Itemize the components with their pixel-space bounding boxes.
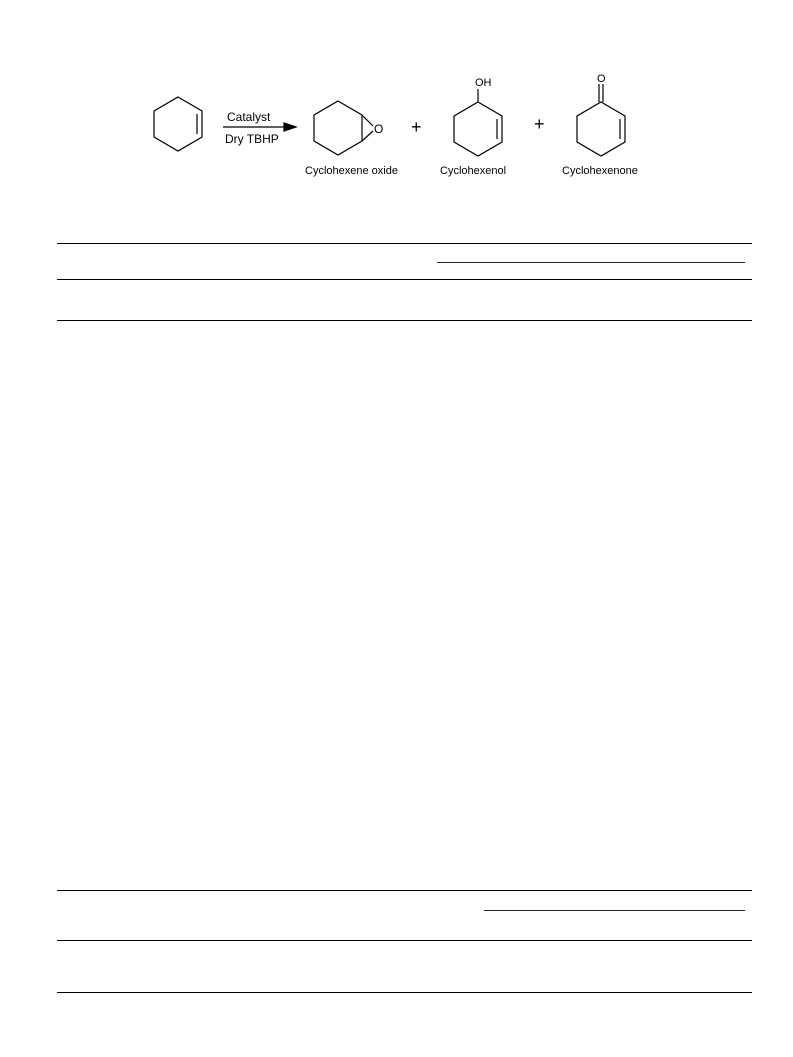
table-1-bottom-rule <box>57 320 752 321</box>
table-1-header-rule <box>57 279 752 280</box>
product-label-enone: Cyclohexenone <box>562 165 638 177</box>
reaction-scheme <box>0 0 793 200</box>
table-2-header-rule <box>57 940 752 941</box>
plus-sign-1: + <box>411 117 422 137</box>
table-2-bottom-rule <box>57 992 752 993</box>
ketone-oxygen-label: O <box>597 73 606 85</box>
product-label-oxide: Cyclohexene oxide <box>305 165 398 177</box>
reaction-arrow <box>223 123 296 131</box>
cyclohexenol-structure <box>454 89 502 156</box>
plus-sign-2: + <box>534 114 545 134</box>
table-2-top-rule <box>57 890 752 891</box>
cyclohexene-structure <box>154 97 202 151</box>
table-2-group-rule <box>484 910 745 911</box>
product-label-enol: Cyclohexenol <box>440 165 507 177</box>
cyclohexene-oxide-structure <box>314 101 373 155</box>
arrow-label-catalyst: Catalyst <box>227 110 271 124</box>
hydroxyl-label: OH <box>475 77 492 89</box>
table-1-group-rule <box>437 262 745 263</box>
arrow-label-tbhp: Dry TBHP <box>225 132 279 146</box>
table-1-top-rule <box>57 243 752 244</box>
cyclohexenone-structure <box>577 84 625 156</box>
epoxide-oxygen-label: O <box>374 122 384 136</box>
